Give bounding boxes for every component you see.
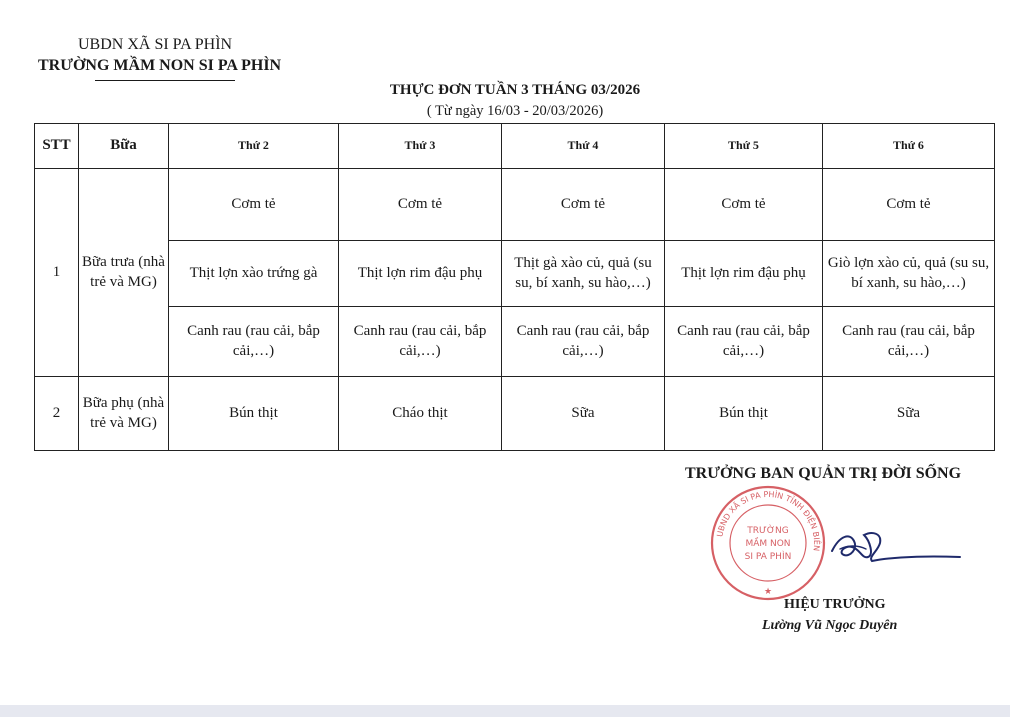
dish-cell: Cháo thịt [339,377,502,451]
handwritten-signature [810,505,970,585]
table-row [35,169,995,241]
stamp-center-line: MẦM NON [745,539,791,549]
dish-cell: Bún thịt [169,377,339,451]
dish-cell: Cơm tẻ [339,169,502,241]
dish-cell: Cơm tẻ [502,169,665,241]
table-header-row [35,124,995,169]
header-day: Thứ 3 [339,124,502,169]
dish-cell: Canh rau (rau cải, bắp cải,…) [339,307,502,377]
stamp-center-line: SI PA PHÌN [744,552,792,562]
menu-title: THỰC ĐƠN TUẦN 3 THÁNG 03/2026 [389,82,641,98]
header-day: Thứ 4 [502,124,665,169]
table-row [35,241,995,307]
header-day: Thứ 5 [665,124,823,169]
dish-cell: Sữa [502,377,665,451]
bottom-edge-strip [0,705,1010,717]
meal-name: Bữa trưa (nhà trẻ và MG) [79,169,169,377]
stamp-ring-text: UBND XÃ SI PA PHÌN TỈNH ĐIỆN BIÊN [715,489,822,552]
dish-cell: Thịt lợn rim đậu phụ [339,241,502,307]
dish-cell: Canh rau (rau cải, bắp cải,…) [665,307,823,377]
row-number: 1 [35,169,79,377]
menu-date-range: ( Từ ngày 16/03 - 20/03/2026) [426,103,604,119]
table-row [35,377,995,451]
row-number: 2 [35,377,79,451]
dish-cell: Canh rau (rau cải, bắp cải,…) [169,307,339,377]
dish-cell: Bún thịt [665,377,823,451]
dish-cell: Thịt lợn rim đậu phụ [665,241,823,307]
meal-name: Bữa phụ (nhà trẻ và MG) [79,377,169,451]
dish-cell: Giò lợn xào củ, quả (su su, bí xanh, su hào,…) [823,241,995,307]
dish-cell: Canh rau (rau cải, bắp cải,…) [823,307,995,377]
header-day: Thứ 6 [823,124,995,169]
dish-cell: Thịt gà xào củ, quả (su su, bí xanh, su hào,…) [502,241,665,307]
header-stt: STT [35,124,79,169]
table-row [35,307,995,377]
dish-cell: Cơm tẻ [169,169,339,241]
dish-cell: Canh rau (rau cải, bắp cải,…) [502,307,665,377]
weekly-menu-table [34,123,995,451]
stamp-center-line: TRƯỜNG [747,526,789,536]
dish-cell: Cơm tẻ [823,169,995,241]
dish-cell: Thịt lợn xào trứng gà [169,241,339,307]
org-parent-name: UBDN XÃ SI PA PHÌN [78,36,233,53]
dish-cell: Sữa [823,377,995,451]
star-icon: ★ [763,586,773,596]
school-name-underline [95,80,235,81]
header-meal: Bữa [79,124,169,169]
signature-block-title: TRƯỞNG BAN QUẢN TRỊ ĐỜI SỐNG [685,465,962,482]
school-name: TRƯỜNG MẦM NON SI PA PHÌN [38,57,282,74]
header-day: Thứ 2 [169,124,339,169]
signer-name: Lường Vũ Ngọc Duyên [762,618,898,633]
signer-role: HIỆU TRƯỞNG [784,597,886,612]
dish-cell: Cơm tẻ [665,169,823,241]
